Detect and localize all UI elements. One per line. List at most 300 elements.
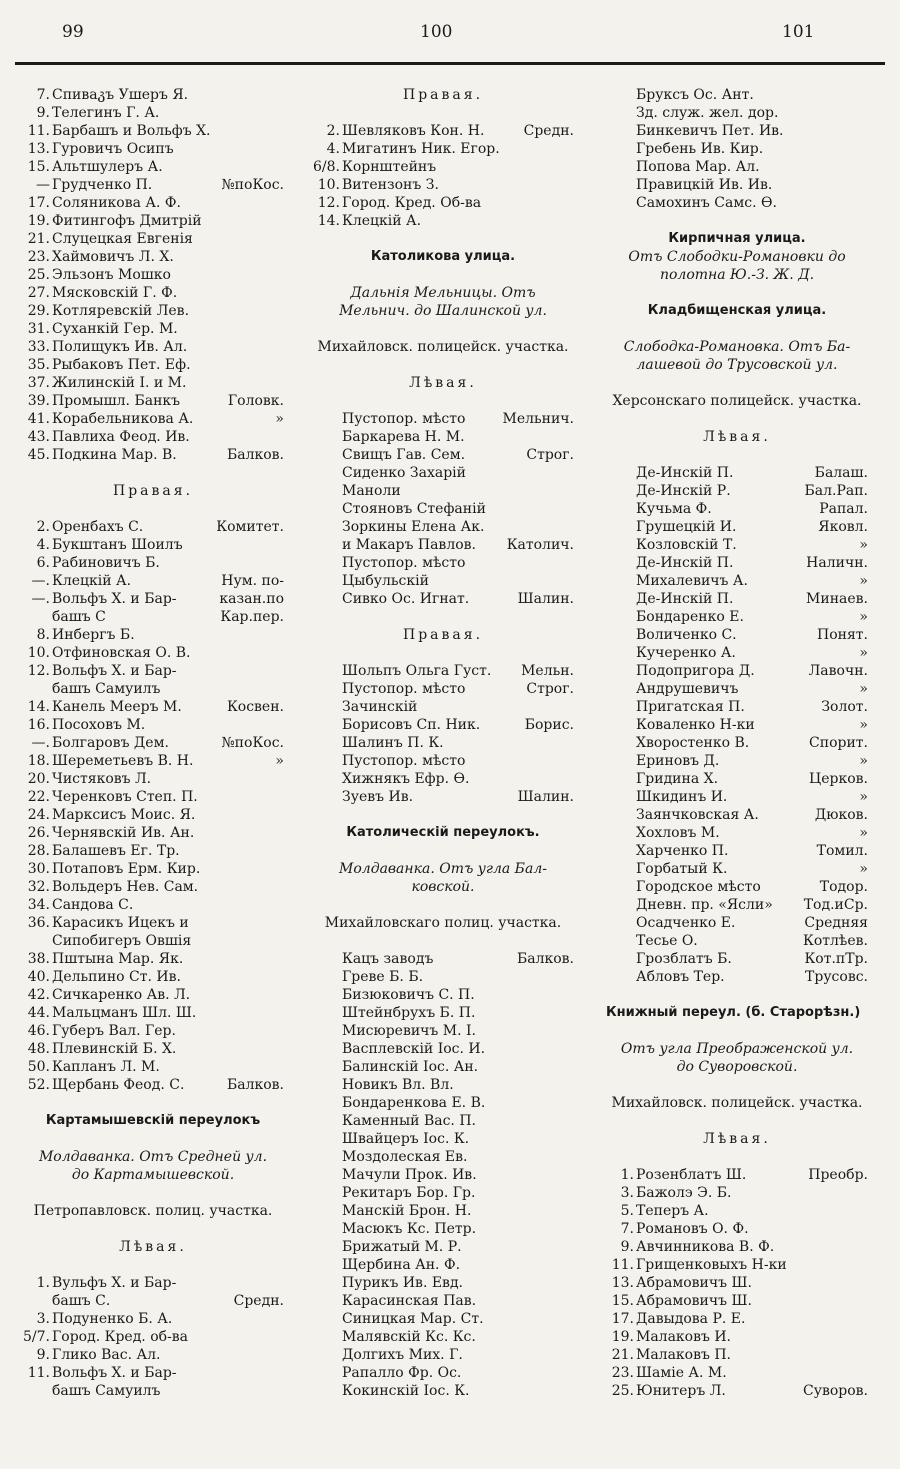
side-heading: Правая. [402,87,484,103]
spacer [606,284,868,302]
entry-name: Зачинскій [342,699,418,715]
entry-note: Головк. [227,393,284,409]
entry-name: Грищенковыхъ Н-ки [636,1257,787,1273]
entry-number: 9. [620,1239,634,1255]
entry-number: 9. [36,105,50,121]
entry-note: Балков. [226,1077,284,1093]
entry-number: 1. [620,1167,634,1183]
street-route: Молдаванка. Отъ Средней ул. [38,1149,268,1165]
entry-number: 11. [611,1257,634,1273]
entry-row [22,428,284,446]
entry-number: 21. [27,231,50,247]
entry-row [22,230,284,248]
street-title: Картамышевскій переулокъ [45,1113,261,1128]
entry-name: Павлиха Феод. Ив. [52,429,190,445]
side-heading: Лѣвая. [119,1239,187,1255]
entry-note: » [859,825,868,841]
spacer [312,356,574,374]
entry-note: Нум. по- [221,573,284,589]
entry-row [606,1202,868,1220]
entry-name: Абловъ Тер. [636,969,725,985]
entry-row [22,320,284,338]
spacer [312,896,574,914]
entry-name: Мачули Прок. Ив. [342,1167,477,1183]
entry-name: Шалинъ П. К. [342,735,444,751]
entry-row [606,464,868,482]
entry-row [606,176,868,194]
entry-row [312,140,574,158]
entry-row [22,1364,284,1382]
entry-number: 43. [27,429,50,445]
entry-name: Бинкевичъ Пет. Ив. [636,123,784,139]
entry-row [606,662,868,680]
entry-row [606,842,868,860]
entry-name: Карасинская Пав. [342,1293,477,1309]
entry-number: 17. [27,195,50,211]
entry-row [606,896,868,914]
entry-name: Де-Инскій П. [636,555,734,571]
entry-name: Зд. служ. жел. дор. [636,105,779,121]
entry-name: Вульфъ Х. и Бар- [52,1275,177,1291]
entry-name: Спиваკъ Ушеръ Я. [52,87,189,103]
street-route: Дальнія Мельницы. Отъ [350,285,536,301]
entry-row [22,518,284,536]
entry-row [22,680,284,698]
entry-note: Балков. [226,447,284,463]
entry-number: 3. [36,1311,50,1327]
street-route: Мельнич. до Шалинской ул. [339,303,547,319]
entry-note: Минаев. [806,591,868,607]
entry-number: 42. [27,987,50,1003]
entry-number: 13. [611,1275,634,1291]
entry-name: Андрушевичъ [636,681,739,697]
entry-name: Щербань Феод. С. [52,1077,185,1093]
entry-name: Гуровичъ Осипъ [52,141,174,157]
spacer [22,1130,284,1148]
entry-row [606,1292,868,1310]
entry-row [606,1328,868,1346]
entry-row [606,878,868,896]
street-route: лашевой до Трусовской ул. [636,357,838,373]
entry-number: 29. [27,303,50,319]
entry-name: башъ Самуилъ [52,1383,161,1399]
entry-name: Вольфъ Х. и Бар- [52,591,177,607]
spacer [606,986,868,1004]
page-number-left: 99 [62,22,84,42]
entry-name: Альтшулеръ А. [52,159,163,175]
entry-row [312,1346,574,1364]
entry-row [312,158,574,176]
entry-row [22,716,284,734]
entry-row [606,968,868,986]
entry-name: Розенблатъ Ш. [636,1167,747,1183]
entry-number: 1. [36,1275,50,1291]
entry-row [312,1112,574,1130]
entry-number: 24. [27,807,50,823]
entry-row [22,788,284,806]
entry-note: казан.по [219,591,284,607]
entry-number: 35. [27,357,50,373]
police-district: Михайловск. полицейск. участка. [317,339,569,355]
entry-note: » [859,789,868,805]
entry-name: Кучеренко А. [636,645,736,661]
entry-note: Лавочн. [808,663,868,679]
entry-row [312,680,574,698]
entry-row [22,842,284,860]
entry-name: Посоховъ М. [52,717,146,733]
entry-number: 22. [27,789,50,805]
entry-row [22,266,284,284]
entry-number: 7. [620,1221,634,1237]
entry-name: Коваленко Н-ки [636,717,755,733]
entry-name: Де-Инскій Р. [636,483,731,499]
entry-row [22,86,284,104]
street-title: Кладбищенская улица. [647,303,827,318]
spacer [22,500,284,518]
entry-name: Вольдеръ Нев. Сам. [52,879,199,895]
entry-name: Стояновъ Стефаній [342,501,486,517]
entry-row [606,590,868,608]
entry-name: Балашевъ Ег. Тр. [52,843,180,859]
entry-row [22,1328,284,1346]
entry-number: 19. [27,213,50,229]
entry-note: Шалин. [517,789,574,805]
entry-name: Заянчковская А. [636,807,759,823]
entry-row [22,770,284,788]
spacer [312,608,574,626]
column-middle [312,86,574,1400]
entry-row [312,1076,574,1094]
entry-note: Строг. [526,447,574,463]
entry-name: башъ Самуилъ [52,681,161,697]
entry-name: Подуненко Б. А. [52,1311,173,1327]
entry-note: Бал.Рап. [804,483,868,499]
entry-number: 38. [27,951,50,967]
entry-name: Новикъ Вл. Вл. [342,1077,454,1093]
entry-name: Фитингофъ Дмитрій [52,213,202,229]
entry-row [606,1256,868,1274]
entry-row [22,536,284,554]
entry-name: Правицкій Ив. Ив. [636,177,773,193]
entry-number: 39. [27,393,50,409]
entry-number: 2. [326,123,340,139]
entry-name: Городское мѣсто [636,879,761,895]
entry-number: 48. [27,1041,50,1057]
entry-name: Швайцеръ Іос. К. [342,1131,470,1147]
entry-name: Дневн. пр. «Ясли» [636,897,773,913]
entry-row [22,212,284,230]
entry-row [606,500,868,518]
column-right [606,86,868,1400]
spacer [312,104,574,122]
entry-row [22,1274,284,1292]
street-route: Отъ угла Преображенской ул. [620,1041,854,1057]
entry-name: Пустопор. мѣсто [342,753,466,769]
entry-name: Штейнбрухъ Б. П. [342,1005,476,1021]
entry-row [22,1022,284,1040]
entry-row [22,284,284,302]
entry-row [22,410,284,428]
entry-row [22,752,284,770]
entry-number: 52. [27,1077,50,1093]
entry-name: Шольпъ Ольга Густ. [342,663,492,679]
entry-row [606,770,868,788]
entry-row [312,1004,574,1022]
entry-name: Осадченко Е. [636,915,736,931]
entry-name: Кучьма Ф. [636,501,712,517]
entry-name: Хворостенко В. [636,735,750,751]
entry-row [606,752,868,770]
entry-number: 23. [611,1365,634,1381]
entry-name: Рабиновичъ Б. [52,555,160,571]
entry-row [606,1382,868,1400]
entry-name: Суханкій Гер. М. [52,321,178,337]
entry-name: Де-Инскій П. [636,591,734,607]
entry-name: Сичкаренко Ав. Л. [52,987,191,1003]
entry-number: 5. [620,1203,634,1219]
entry-name: Бондаренко Е. [636,609,744,625]
entry-name: Букштанъ Шоилъ [52,537,183,553]
entry-name: Шереметьевъ В. Н. [52,753,194,769]
entry-row [312,464,574,482]
entry-name: Мясковскій Г. Ф. [52,285,178,301]
entry-row [22,374,284,392]
entry-name: башъ С [52,609,106,625]
entry-row [606,680,868,698]
entry-name: Грудченко П. [52,177,153,193]
header-rule [15,62,885,65]
entry-name: Жилинскій I. и М. [52,375,187,391]
entry-note: Строг. [526,681,574,697]
street-title: Книжный переул. (б. Старорѣзн.) [606,1005,861,1020]
entry-row [312,1274,574,1292]
entry-number: 31. [27,321,50,337]
entry-name: Пустопор. мѣсто [342,411,466,427]
entry-row [606,194,868,212]
entry-row [22,302,284,320]
entry-note: Спорит. [809,735,868,751]
entry-name: Шаміе А. М. [636,1365,727,1381]
entry-row [312,1130,574,1148]
entry-name: Мисюревичъ М. I. [342,1023,476,1039]
entry-row [606,86,868,104]
entry-name: Манскій Брон. Н. [342,1203,472,1219]
entry-row [22,122,284,140]
entry-note: Тод.иСр. [803,897,868,913]
entry-row [22,1346,284,1364]
entry-name: Свищъ Гав. Сем. [342,447,466,463]
entry-name: Кокинскій Іос. К. [342,1383,470,1399]
spacer [312,806,574,824]
entry-name: Сивко Ос. Игнат. [342,591,470,607]
entry-name: Подкина Мар. В. [52,447,177,463]
entry-name: Сипобигеръ Овшія [52,933,192,949]
entry-name: Пштына Мар. Як. [52,951,184,967]
entry-row [312,788,574,806]
entry-row [606,608,868,626]
entry-row [22,1076,284,1094]
spacer [606,320,868,338]
street-route: ковской. [411,879,475,895]
entry-name: Мальцманъ Шл. Ш. [52,1005,197,1021]
entry-number: 30. [27,861,50,877]
entry-row [606,788,868,806]
entry-name: Тесье О. [636,933,698,949]
entry-number: 25. [611,1383,634,1399]
entry-name: Пурикъ Ив. Евд. [342,1275,464,1291]
entry-note: Понят. [817,627,868,643]
spacer [606,212,868,230]
entry-note: Балаш. [814,465,868,481]
spacer [312,644,574,662]
entry-number: 15. [27,159,50,175]
entry-number: 2. [36,519,50,535]
entry-number: — [36,177,50,193]
spacer [312,230,574,248]
entry-name: Щербина Ан. Ф. [342,1257,461,1273]
entry-name: Кацъ заводъ [342,951,434,967]
entry-note: Балков. [516,951,574,967]
entry-row [606,1220,868,1238]
entry-row [22,338,284,356]
entry-row [312,986,574,1004]
entry-name: Зуевъ Ив. [342,789,414,805]
entry-row [312,482,574,500]
entry-number: 33. [27,339,50,355]
police-district: Херсонскаго полицейск. участка. [612,393,862,409]
entry-row [22,248,284,266]
entry-row [22,392,284,410]
entry-row [312,410,574,428]
entry-note: Золот. [821,699,868,715]
street-title: Католикова улица. [370,249,516,264]
entry-row [606,104,868,122]
entry-name: Балинскій Іос. Ан. [342,1059,479,1075]
entry-note: Трусовс. [805,969,868,985]
entry-name: Каменный Вас. П. [342,1113,476,1129]
entry-name: Город. Кред. об-ва [52,1329,189,1345]
entry-note: Косвен. [226,699,284,715]
entry-row [22,644,284,662]
street-route: Слободка-Романовка. Отъ Ба- [623,339,851,355]
entry-name: Хижнякъ Ефр. Ѳ. [342,771,470,787]
entry-number: 41. [27,411,50,427]
spacer [606,410,868,428]
entry-row [22,446,284,464]
entry-note: Борис. [524,717,574,733]
entry-row [22,860,284,878]
entry-row [312,500,574,518]
entry-row [22,806,284,824]
entry-name: Масюкъ Кс. Петр. [342,1221,477,1237]
entry-name: Вольфъ Х. и Бар- [52,663,177,679]
entry-row [22,824,284,842]
side-heading: Правая. [402,627,484,643]
entry-name: Теперъ А. [636,1203,709,1219]
page-number-right: 101 [782,22,815,42]
entry-row [312,1220,574,1238]
street-route: Отъ Слободки-Романовки до [628,249,846,265]
entry-name: Вольфъ Х. и Бар- [52,1365,177,1381]
entry-note: » [859,609,868,625]
entry-note: Суворов. [803,1383,868,1399]
entry-note: №поКос. [221,735,284,751]
entry-name: Бондаренкова Е. В. [342,1095,486,1111]
entry-number: 14. [317,213,340,229]
entry-name: Хаймовичъ Л. Х. [52,249,174,265]
entry-number: 14. [27,699,50,715]
entry-note: Наличн. [806,555,868,571]
entry-row [22,1382,284,1400]
entry-number: 16. [27,717,50,733]
entry-row [312,698,574,716]
entry-number: 34. [27,897,50,913]
side-heading: Лѣвая. [703,429,771,445]
entry-name: Витензонъ З. [342,177,439,193]
entry-row [312,1292,574,1310]
entry-name: Де-Инскій П. [636,465,734,481]
entry-name: Черенковъ Степ. П. [52,789,198,805]
entry-name: Город. Кред. Об-ва [342,195,482,211]
spacer [312,842,574,860]
entry-number: 32. [27,879,50,895]
entry-name: Синицкая Мар. Ст. [342,1311,484,1327]
entry-note: Яковл. [818,519,868,535]
entry-row [312,1148,574,1166]
entry-name: Абрамовичъ Ш. [636,1293,752,1309]
entry-name: Пустопор. мѣсто [342,555,466,571]
entry-name: Грозблатъ Б. [636,951,732,967]
street-title: Католическій переулокъ. [346,825,540,840]
entry-row [606,1346,868,1364]
entry-row [312,968,574,986]
entry-row [606,860,868,878]
entry-row [312,1040,574,1058]
entry-row [312,572,574,590]
entry-number: 44. [27,1005,50,1021]
entry-name: Марксисъ Моис. Я. [52,807,196,823]
entry-row [606,1310,868,1328]
entry-name: Эльзонъ Мошко [52,267,171,283]
entry-row [312,950,574,968]
entry-number: 17. [611,1311,634,1327]
entry-row [312,518,574,536]
entry-row [22,590,284,608]
spacer [606,1112,868,1130]
entry-name: Болгаровъ Дем. [52,735,169,751]
entry-row [312,1364,574,1382]
entry-name: башъ С. [52,1293,111,1309]
entry-name: Потаповъ Ерм. Кир. [52,861,201,877]
entry-name: Полищукъ Ив. Ал. [52,339,188,355]
entry-name: Шевляковъ Кон. Н. [342,123,485,139]
entry-name: Инбергъ Б. [52,627,135,643]
entry-note: Томил. [816,843,868,859]
entry-row [312,590,574,608]
entry-name: Бруксъ Ос. Ант. [636,87,754,103]
entry-number: 27. [27,285,50,301]
entry-note: » [859,753,868,769]
spacer [22,1184,284,1202]
entry-row [312,1058,574,1076]
entry-row [606,1364,868,1382]
entry-number: 10. [27,645,50,661]
entry-name: Брижатый М. Р. [342,1239,462,1255]
entry-row [312,1184,574,1202]
entry-name: Отфиновская О. В. [52,645,191,661]
entry-note: Средн. [523,123,574,139]
entry-name: Харченко П. [636,843,729,859]
